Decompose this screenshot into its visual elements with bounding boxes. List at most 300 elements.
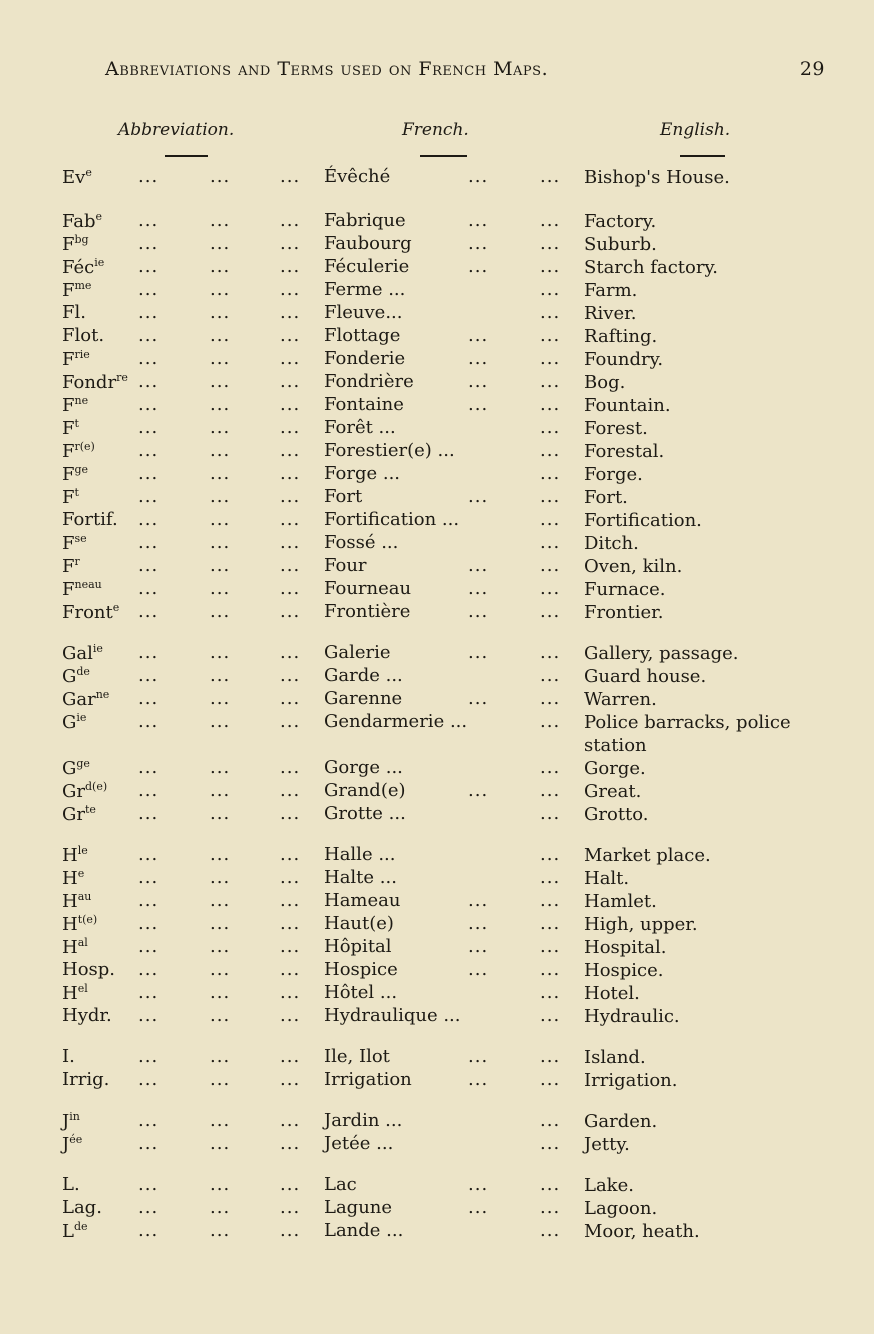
dot-leader: ... xyxy=(138,711,159,732)
abbreviation-cell xyxy=(62,578,102,600)
dot-leader: ... xyxy=(280,440,301,461)
abbreviation-superscript: ie xyxy=(92,642,103,655)
french-term: Forestier(e) ... xyxy=(324,440,455,461)
abbreviation-base: Gal xyxy=(62,643,93,664)
dot-leader: ... xyxy=(138,780,159,801)
dot-leader: ... xyxy=(210,555,231,576)
dot-leader: ... xyxy=(138,166,159,187)
french-term: Jetée ... xyxy=(324,1133,394,1154)
dot-leader: ... xyxy=(280,959,301,980)
dot-leader: ... xyxy=(280,279,301,300)
table-row xyxy=(62,867,852,890)
column-header-abbreviation: Abbreviation. xyxy=(118,120,235,140)
abbreviation-base: H xyxy=(62,891,78,912)
dot-leader: ... xyxy=(540,166,561,187)
abbreviation-superscript: bg xyxy=(74,233,89,246)
dot-leader: ... xyxy=(138,509,159,530)
abbreviation-base: J xyxy=(62,1111,70,1132)
abbreviation-cell xyxy=(62,1174,80,1195)
dot-leader: ... xyxy=(210,394,231,415)
dot-leader: ... xyxy=(540,867,561,888)
english-term: Factory. xyxy=(584,211,657,232)
abbreviation-superscript: e xyxy=(112,601,120,614)
dot-leader: ... xyxy=(138,1110,159,1131)
abbreviation-base: F xyxy=(62,441,75,462)
abbreviation-cell xyxy=(62,233,89,255)
english-term: Starch factory. xyxy=(584,257,718,278)
english-term: Moor, heath. xyxy=(584,1221,700,1242)
abbreviation-base: G xyxy=(62,758,77,779)
table-row xyxy=(62,688,852,711)
dot-leader: ... xyxy=(138,982,159,1003)
abbreviation-table xyxy=(62,166,852,1243)
dot-leader: ... xyxy=(540,371,561,392)
abbreviation-cell xyxy=(62,601,119,623)
dot-leader: ... xyxy=(540,1174,561,1195)
dot-leader: ... xyxy=(210,302,231,323)
dot-leader: ... xyxy=(468,1069,489,1090)
column-rule-abbreviation xyxy=(165,155,208,157)
dot-leader: ... xyxy=(280,486,301,507)
table-row xyxy=(62,486,852,509)
dot-leader: ... xyxy=(138,348,159,369)
table-row xyxy=(62,1197,852,1220)
dot-leader: ... xyxy=(210,601,231,622)
abbreviation-cell xyxy=(62,440,95,462)
table-row xyxy=(62,555,852,578)
dot-leader: ... xyxy=(138,256,159,277)
table-row xyxy=(62,642,852,665)
dot-leader: ... xyxy=(540,711,561,732)
french-term: Halle ... xyxy=(324,844,396,865)
french-term: Hospice xyxy=(324,959,398,980)
dot-leader: ... xyxy=(540,210,561,231)
french-term: Hydraulique ... xyxy=(324,1005,461,1026)
dot-leader: ... xyxy=(280,325,301,346)
dot-leader: ... xyxy=(138,688,159,709)
dot-leader: ... xyxy=(138,1220,159,1241)
french-term: Évêché xyxy=(324,166,391,187)
abbreviation-base: F xyxy=(62,349,75,370)
english-term: Hospice. xyxy=(584,960,664,981)
abbreviation-superscript: t xyxy=(74,486,79,499)
column-rule-english xyxy=(680,155,725,157)
abbreviation-superscript: r xyxy=(74,555,80,568)
abbreviation-cell xyxy=(62,780,107,802)
table-row xyxy=(62,1133,852,1156)
french-term: Flottage xyxy=(324,325,401,346)
dot-leader: ... xyxy=(210,371,231,392)
french-term: Hôtel ... xyxy=(324,982,398,1003)
french-term: Ile, Ilot xyxy=(324,1046,390,1067)
table-row xyxy=(62,665,852,688)
table-row xyxy=(62,890,852,913)
abbreviation-base: F xyxy=(62,418,75,439)
french-term: Garde ... xyxy=(324,665,403,686)
dot-leader: ... xyxy=(280,1069,301,1090)
dot-leader: ... xyxy=(540,348,561,369)
abbreviation-cell xyxy=(62,642,103,664)
abbreviation-base: I. xyxy=(62,1046,75,1067)
abbreviation-superscript: ie xyxy=(94,256,105,269)
dot-leader: ... xyxy=(540,1197,561,1218)
abbreviation-superscript: te xyxy=(84,803,96,816)
dot-leader: ... xyxy=(280,780,301,801)
dot-leader: ... xyxy=(138,302,159,323)
abbreviation-superscript: in xyxy=(69,1110,80,1123)
dot-leader: ... xyxy=(280,867,301,888)
dot-leader: ... xyxy=(210,210,231,231)
abbreviation-base: F xyxy=(62,464,75,485)
table-row xyxy=(62,959,852,982)
abbreviation-cell xyxy=(62,757,90,779)
dot-leader: ... xyxy=(138,555,159,576)
dot-leader: ... xyxy=(468,555,489,576)
dot-leader: ... xyxy=(210,348,231,369)
dot-leader: ... xyxy=(540,440,561,461)
dot-leader: ... xyxy=(540,233,561,254)
dot-leader: ... xyxy=(540,1069,561,1090)
abbreviation-cell xyxy=(62,982,88,1004)
table-row xyxy=(62,578,852,601)
dot-leader: ... xyxy=(468,642,489,663)
dot-leader: ... xyxy=(280,688,301,709)
dot-leader: ... xyxy=(138,642,159,663)
french-term: Fleuve... xyxy=(324,302,403,323)
english-term: Guard house. xyxy=(584,666,707,687)
table-row xyxy=(62,210,852,233)
dot-leader: ... xyxy=(280,210,301,231)
dot-leader: ... xyxy=(280,348,301,369)
table-row xyxy=(62,256,852,279)
abbreviation-superscript: ie xyxy=(76,711,87,724)
english-term: Ditch. xyxy=(584,533,639,554)
dot-leader: ... xyxy=(468,1174,489,1195)
english-term: Warren. xyxy=(584,689,657,710)
french-term: Galerie xyxy=(324,642,391,663)
dot-leader: ... xyxy=(138,665,159,686)
abbreviation-base: Fab xyxy=(62,211,96,232)
dot-leader: ... xyxy=(280,256,301,277)
english-term: Frontier. xyxy=(584,602,664,623)
dot-leader: ... xyxy=(210,486,231,507)
dot-leader: ... xyxy=(210,890,231,911)
abbreviation-base: H xyxy=(62,868,78,889)
dot-leader: ... xyxy=(280,1110,301,1131)
dot-leader: ... xyxy=(280,371,301,392)
column-header-french: French. xyxy=(402,120,469,140)
abbreviation-cell xyxy=(62,936,88,958)
dot-leader: ... xyxy=(210,982,231,1003)
abbreviation-cell xyxy=(62,371,128,393)
table-row xyxy=(62,302,852,325)
table-row xyxy=(62,394,852,417)
dot-leader: ... xyxy=(540,1005,561,1026)
english-term: Garden. xyxy=(584,1111,658,1132)
table-row xyxy=(62,1005,852,1028)
english-term: Island. xyxy=(584,1047,646,1068)
french-term: Fontaine xyxy=(324,394,404,415)
english-term: Police barracks, police station xyxy=(584,712,791,756)
english-term: Furnace. xyxy=(584,579,666,600)
english-term: High, upper. xyxy=(584,914,698,935)
abbreviation-base: Flot. xyxy=(62,325,105,346)
table-row xyxy=(62,1174,852,1197)
dot-leader: ... xyxy=(138,959,159,980)
dot-leader: ... xyxy=(280,844,301,865)
abbreviation-cell xyxy=(62,348,90,370)
dot-leader: ... xyxy=(280,711,301,732)
english-term: Jetty. xyxy=(584,1134,630,1155)
dot-leader: ... xyxy=(280,757,301,778)
dot-leader: ... xyxy=(280,233,301,254)
abbreviation-superscript: ge xyxy=(74,463,89,476)
dot-leader: ... xyxy=(210,1005,231,1026)
abbreviation-superscript: d(e) xyxy=(84,780,108,793)
dot-leader: ... xyxy=(210,1110,231,1131)
table-row xyxy=(62,371,852,394)
dot-leader: ... xyxy=(540,757,561,778)
abbreviation-base: F xyxy=(62,395,75,416)
dot-leader: ... xyxy=(210,532,231,553)
table-row xyxy=(62,166,852,192)
dot-leader: ... xyxy=(280,1005,301,1026)
abbreviation-cell xyxy=(62,325,104,346)
dot-leader: ... xyxy=(210,1046,231,1067)
dot-leader: ... xyxy=(210,959,231,980)
table-row xyxy=(62,936,852,959)
dot-leader: ... xyxy=(280,509,301,530)
table-row xyxy=(62,532,852,555)
dot-leader: ... xyxy=(468,913,489,934)
dot-leader: ... xyxy=(210,166,231,187)
abbreviation-superscript: le xyxy=(77,844,88,857)
abbreviation-base: Irrig. xyxy=(62,1069,110,1090)
dot-leader: ... xyxy=(280,1174,301,1195)
dot-leader: ... xyxy=(280,890,301,911)
french-term: Ferme ... xyxy=(324,279,406,300)
abbreviation-superscript: neau xyxy=(74,578,102,591)
dot-leader: ... xyxy=(280,1046,301,1067)
abbreviation-base: Hosp. xyxy=(62,959,116,980)
abbreviation-cell xyxy=(62,279,91,301)
dot-leader: ... xyxy=(138,890,159,911)
dot-leader: ... xyxy=(468,486,489,507)
english-term: Forest. xyxy=(584,418,648,439)
abbreviation-cell xyxy=(62,959,115,980)
dot-leader: ... xyxy=(540,1046,561,1067)
abbreviation-cell xyxy=(62,394,88,416)
abbreviation-base: F xyxy=(62,280,75,301)
dot-leader: ... xyxy=(210,1197,231,1218)
dot-leader: ... xyxy=(210,233,231,254)
abbreviation-superscript: al xyxy=(77,936,88,949)
abbreviation-cell xyxy=(62,256,104,278)
dot-leader: ... xyxy=(138,913,159,934)
dot-leader: ... xyxy=(138,440,159,461)
dot-leader: ... xyxy=(540,417,561,438)
dot-leader: ... xyxy=(540,1220,561,1241)
abbreviation-base: L. xyxy=(62,1174,80,1195)
dot-leader: ... xyxy=(280,578,301,599)
abbreviation-base: H xyxy=(62,937,78,958)
dot-leader: ... xyxy=(210,463,231,484)
dot-leader: ... xyxy=(540,936,561,957)
dot-leader: ... xyxy=(210,711,231,732)
dot-leader: ... xyxy=(468,1046,489,1067)
dot-leader: ... xyxy=(540,325,561,346)
abbreviation-cell xyxy=(62,166,92,188)
dot-leader: ... xyxy=(280,1133,301,1154)
table-row xyxy=(62,1110,852,1133)
abbreviation-base: H xyxy=(62,983,78,1004)
dot-leader: ... xyxy=(540,279,561,300)
dot-leader: ... xyxy=(540,1110,561,1131)
dot-leader: ... xyxy=(210,440,231,461)
dot-leader: ... xyxy=(138,486,159,507)
abbreviation-cell xyxy=(62,1005,112,1026)
french-term: Irrigation xyxy=(324,1069,412,1090)
abbreviation-superscript: me xyxy=(74,279,92,292)
english-term: River. xyxy=(584,303,637,324)
dot-leader: ... xyxy=(210,913,231,934)
abbreviation-superscript: e xyxy=(77,867,85,880)
abbreviation-cell xyxy=(62,665,90,687)
french-term: Halte ... xyxy=(324,867,397,888)
dot-leader: ... xyxy=(138,936,159,957)
dot-leader: ... xyxy=(280,463,301,484)
dot-leader: ... xyxy=(210,256,231,277)
table-row xyxy=(62,1046,852,1069)
abbreviation-cell xyxy=(62,1220,88,1242)
abbreviation-superscript: ge xyxy=(76,757,90,770)
dot-leader: ... xyxy=(138,1133,159,1154)
french-term: Fonderie xyxy=(324,348,406,369)
french-term: Garenne xyxy=(324,688,403,709)
abbreviation-base: Ev xyxy=(62,167,86,188)
french-term: Forêt ... xyxy=(324,417,396,438)
table-row xyxy=(62,913,852,936)
dot-leader: ... xyxy=(468,936,489,957)
dot-leader: ... xyxy=(540,256,561,277)
french-term: Forge ... xyxy=(324,463,401,484)
french-term: Fossé ... xyxy=(324,532,399,553)
abbreviation-base: Gar xyxy=(62,689,96,710)
abbreviation-base: F xyxy=(62,579,75,600)
abbreviation-base: H xyxy=(62,845,78,866)
abbreviation-base: F xyxy=(62,487,75,508)
dot-leader: ... xyxy=(280,982,301,1003)
french-term: Grand(e) xyxy=(324,780,406,801)
dot-leader: ... xyxy=(210,665,231,686)
french-term: Féculerie xyxy=(324,256,410,277)
english-term: Farm. xyxy=(584,280,638,301)
english-term: Forestal. xyxy=(584,441,665,462)
dot-leader: ... xyxy=(540,463,561,484)
abbreviation-superscript: ne xyxy=(74,394,89,407)
english-term: Lagoon. xyxy=(584,1198,658,1219)
table-row xyxy=(62,348,852,371)
abbreviation-superscript: de xyxy=(73,1220,88,1233)
abbreviation-superscript: ée xyxy=(69,1133,83,1146)
dot-leader: ... xyxy=(468,210,489,231)
dot-leader: ... xyxy=(540,688,561,709)
table-row xyxy=(62,325,852,348)
abbreviation-cell xyxy=(62,913,97,935)
abbreviation-cell xyxy=(62,867,84,889)
english-term: Fortification. xyxy=(584,510,702,531)
table-row xyxy=(62,780,852,803)
dot-leader: ... xyxy=(138,210,159,231)
abbreviation-superscript: ne xyxy=(95,688,110,701)
dot-leader: ... xyxy=(210,509,231,530)
dot-leader: ... xyxy=(540,394,561,415)
english-term: Halt. xyxy=(584,868,630,889)
page-title: Abbreviations and Terms used on French Maps. xyxy=(105,58,549,80)
abbreviation-cell xyxy=(62,890,91,912)
table-row xyxy=(62,279,852,302)
dot-leader: ... xyxy=(138,1197,159,1218)
abbreviation-superscript: e xyxy=(95,210,103,223)
dot-leader: ... xyxy=(468,256,489,277)
dot-leader: ... xyxy=(138,417,159,438)
abbreviation-base: G xyxy=(62,666,77,687)
table-row xyxy=(62,1069,852,1092)
table-row xyxy=(62,463,852,486)
abbreviation-cell xyxy=(62,711,86,733)
abbreviation-superscript: t(e) xyxy=(77,913,98,926)
dot-leader: ... xyxy=(280,665,301,686)
dot-leader: ... xyxy=(280,803,301,824)
dot-leader: ... xyxy=(210,1133,231,1154)
english-term: Suburb. xyxy=(584,234,657,255)
dot-leader: ... xyxy=(468,578,489,599)
french-term: Fondrière xyxy=(324,371,414,392)
dot-leader: ... xyxy=(468,1197,489,1218)
dot-leader: ... xyxy=(280,532,301,553)
table-row xyxy=(62,417,852,440)
dot-leader: ... xyxy=(210,1069,231,1090)
french-term: Jardin ... xyxy=(324,1110,403,1131)
dot-leader: ... xyxy=(210,803,231,824)
dot-leader: ... xyxy=(138,803,159,824)
dot-leader: ... xyxy=(210,279,231,300)
abbreviation-base: J xyxy=(62,1134,70,1155)
dot-leader: ... xyxy=(210,325,231,346)
dot-leader: ... xyxy=(468,688,489,709)
french-term: Fortification ... xyxy=(324,509,460,530)
abbreviation-base: Fondr xyxy=(62,372,117,393)
dot-leader: ... xyxy=(540,642,561,663)
french-term: Lagune xyxy=(324,1197,393,1218)
abbreviation-superscript: t xyxy=(74,417,79,430)
dot-leader: ... xyxy=(468,166,489,187)
dot-leader: ... xyxy=(138,1046,159,1067)
dot-leader: ... xyxy=(210,642,231,663)
dot-leader: ... xyxy=(138,394,159,415)
english-term: Gorge. xyxy=(584,758,646,779)
abbreviation-superscript: au xyxy=(77,890,92,903)
dot-leader: ... xyxy=(540,578,561,599)
dot-leader: ... xyxy=(280,936,301,957)
dot-leader: ... xyxy=(280,417,301,438)
dot-leader: ... xyxy=(468,394,489,415)
french-term: Haut(e) xyxy=(324,913,394,934)
abbreviation-cell xyxy=(62,1046,75,1067)
english-term: Bishop's House. xyxy=(584,167,730,188)
abbreviation-cell xyxy=(62,509,118,530)
dot-leader: ... xyxy=(280,642,301,663)
